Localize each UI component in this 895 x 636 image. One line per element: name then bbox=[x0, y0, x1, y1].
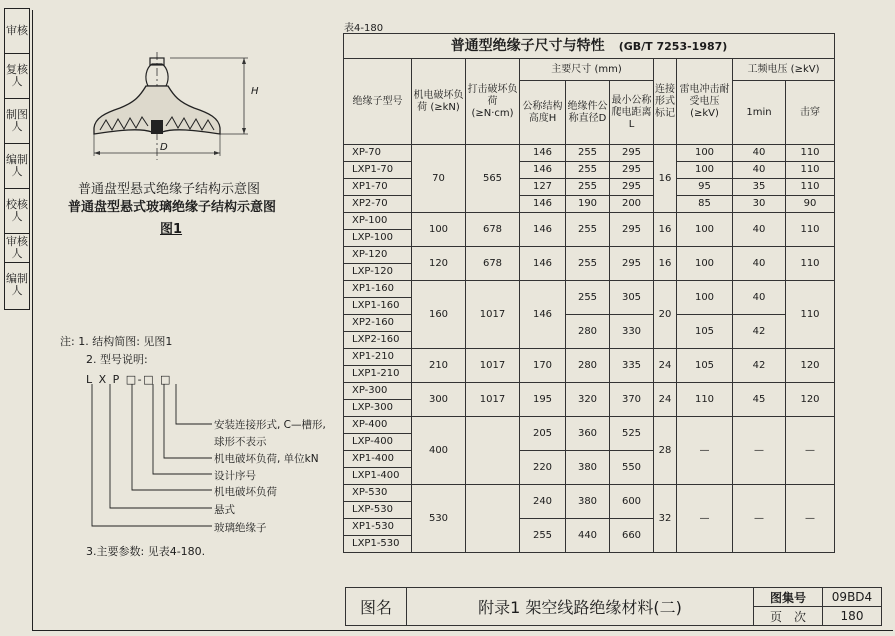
table-id: 表4-180 bbox=[344, 23, 384, 34]
cell-l: 295 bbox=[610, 145, 654, 162]
table-row bbox=[344, 417, 835, 434]
cell-h: 220 bbox=[520, 451, 566, 485]
table-row bbox=[344, 485, 835, 502]
cell-1min: 40 bbox=[733, 247, 786, 281]
strip-cell: 编制人 bbox=[5, 144, 29, 189]
cell-conn: 24 bbox=[654, 349, 677, 383]
header-creep: 最小公称爬电距离L bbox=[610, 81, 654, 145]
header-pf-break: 击穿 bbox=[786, 81, 835, 145]
header-model: 绝缘子型号 bbox=[344, 59, 412, 145]
cell-load: 210 bbox=[412, 349, 466, 383]
cell-h: 146 bbox=[520, 196, 566, 213]
cell-model: XP-70 bbox=[344, 145, 412, 162]
cell-imp: 100 bbox=[677, 247, 733, 281]
cell-d: 280 bbox=[566, 349, 610, 383]
code-label-suspension: 悬式 bbox=[214, 504, 235, 516]
cell-impact bbox=[466, 485, 520, 553]
cell-break: 110 bbox=[786, 179, 835, 196]
header-diameter: 绝缘件公称直径D bbox=[566, 81, 610, 145]
cell-model: XP-100 bbox=[344, 213, 412, 230]
cell-model: XP2-160 bbox=[344, 315, 412, 332]
cell-impact: 1017 bbox=[466, 349, 520, 383]
cell-model: XP-300 bbox=[344, 383, 412, 400]
cell-imp: 85 bbox=[677, 196, 733, 213]
cell-1min: 30 bbox=[733, 196, 786, 213]
cell-h: 146 bbox=[520, 162, 566, 179]
table-standard: (GB/T 7253-1987) bbox=[618, 39, 728, 53]
cell-d: 255 bbox=[566, 179, 610, 196]
cell-l: 600 bbox=[610, 485, 654, 519]
note-line-3: 3.主要参数: 见表4-180. bbox=[86, 545, 206, 558]
strip-cell: 制图人 bbox=[5, 99, 29, 144]
cell-model: XP1-70 bbox=[344, 179, 412, 196]
cell-d: 255 bbox=[566, 213, 610, 247]
table-row bbox=[344, 213, 835, 230]
atlas-value: 09BD4 bbox=[823, 588, 882, 607]
cell-model: LXP-300 bbox=[344, 400, 412, 417]
table-row bbox=[344, 281, 835, 298]
page-label: 页 次 bbox=[754, 607, 823, 626]
fig-name: 附录1 架空线路绝缘材料(二) bbox=[407, 588, 754, 626]
header-main-dims: 主要尺寸 (mm) bbox=[520, 59, 654, 81]
cell-l: 295 bbox=[610, 247, 654, 281]
header-pf: 工频电压 (≥kV) bbox=[733, 59, 835, 81]
note-line-2: 2. 型号说明: bbox=[86, 353, 148, 366]
cell-d: 320 bbox=[566, 383, 610, 417]
fig-name-label: 图名 bbox=[346, 588, 407, 626]
cell-load: 300 bbox=[412, 383, 466, 417]
cell-load: 530 bbox=[412, 485, 466, 553]
cell-h: 127 bbox=[520, 179, 566, 196]
cell-imp: — bbox=[677, 417, 733, 485]
cell-l: 525 bbox=[610, 417, 654, 451]
cell-1min: 45 bbox=[733, 383, 786, 417]
cell-conn: 24 bbox=[654, 383, 677, 417]
cell-l: 295 bbox=[610, 162, 654, 179]
cell-imp: 95 bbox=[677, 179, 733, 196]
cell-model: LXP-120 bbox=[344, 264, 412, 281]
code-label-conn: 安装连接形式, C—槽形, bbox=[214, 419, 326, 431]
note-line-1: 注: 1. 结构简图: 见图1 bbox=[60, 335, 173, 348]
cell-d: 280 bbox=[566, 315, 610, 349]
header-conn: 连接形式标记 bbox=[654, 59, 677, 145]
dim-h-label: H bbox=[251, 86, 259, 97]
cell-model: XP-400 bbox=[344, 417, 412, 434]
cell-conn: 16 bbox=[654, 145, 677, 213]
atlas-label: 图集号 bbox=[754, 588, 823, 607]
cell-impact: 1017 bbox=[466, 383, 520, 417]
cell-d: 360 bbox=[566, 417, 610, 451]
cell-h: 146 bbox=[520, 281, 566, 349]
cell-model: LXP-400 bbox=[344, 434, 412, 451]
cell-impact: 1017 bbox=[466, 281, 520, 349]
table-title-text: 普通型绝缘子尺寸与特性 bbox=[450, 37, 605, 54]
header-height: 公称结构高度H bbox=[520, 81, 566, 145]
cell-1min: 40 bbox=[733, 162, 786, 179]
cell-model: XP1-160 bbox=[344, 281, 412, 298]
strip-cell: 审核人 bbox=[5, 234, 29, 263]
table-row bbox=[344, 349, 835, 366]
cell-1min: 40 bbox=[733, 213, 786, 247]
cell-model: LXP-530 bbox=[344, 502, 412, 519]
cell-load: 400 bbox=[412, 417, 466, 485]
diagram-caption: 普通盘型悬式绝缘子结构示意图 bbox=[78, 182, 261, 197]
cell-imp: — bbox=[677, 485, 733, 553]
cell-d: 255 bbox=[566, 162, 610, 179]
diagram-caption-bold: 普通盘型悬式玻璃绝缘子结构示意图 bbox=[68, 200, 277, 215]
cell-l: 295 bbox=[610, 179, 654, 196]
title-block bbox=[345, 587, 882, 626]
cell-break: — bbox=[786, 485, 835, 553]
insulator-spec-table bbox=[343, 33, 835, 553]
cell-break: 110 bbox=[786, 162, 835, 179]
cell-1min: — bbox=[733, 417, 786, 485]
table-title bbox=[344, 34, 835, 59]
code-label-design: 设计序号 bbox=[214, 470, 256, 482]
cell-model: XP1-400 bbox=[344, 451, 412, 468]
cell-break: 110 bbox=[786, 145, 835, 162]
cell-d: 255 bbox=[566, 247, 610, 281]
cell-d: 190 bbox=[566, 196, 610, 213]
table-row bbox=[344, 247, 835, 264]
cell-imp: 100 bbox=[677, 213, 733, 247]
cell-imp: 105 bbox=[677, 315, 733, 349]
cell-h: 170 bbox=[520, 349, 566, 383]
cell-break: 120 bbox=[786, 349, 835, 383]
model-code: L X P □-□ □ bbox=[86, 373, 172, 386]
cell-impact: 678 bbox=[466, 247, 520, 281]
cell-l: 200 bbox=[610, 196, 654, 213]
cell-h: 205 bbox=[520, 417, 566, 451]
cell-impact: 565 bbox=[466, 145, 520, 213]
cell-conn: 32 bbox=[654, 485, 677, 553]
cell-1min: — bbox=[733, 485, 786, 553]
cell-d: 440 bbox=[566, 519, 610, 553]
cell-l: 660 bbox=[610, 519, 654, 553]
cell-load: 120 bbox=[412, 247, 466, 281]
cell-model: XP-120 bbox=[344, 247, 412, 264]
cell-1min: 40 bbox=[733, 281, 786, 315]
signoff-strip bbox=[4, 8, 30, 310]
code-label-conn-2: 球形不表示 bbox=[214, 436, 267, 448]
strip-cell: 复核人 bbox=[5, 54, 29, 99]
cell-model: XP1-530 bbox=[344, 519, 412, 536]
cell-imp: 100 bbox=[677, 162, 733, 179]
cell-l: 335 bbox=[610, 349, 654, 383]
cell-break: 90 bbox=[786, 196, 835, 213]
cell-load: 160 bbox=[412, 281, 466, 349]
cell-conn: 28 bbox=[654, 417, 677, 485]
cell-model: LXP1-400 bbox=[344, 468, 412, 485]
model-code-leaders bbox=[80, 384, 220, 534]
cell-l: 295 bbox=[610, 213, 654, 247]
cell-imp: 100 bbox=[677, 145, 733, 162]
cell-model: XP2-70 bbox=[344, 196, 412, 213]
code-label-load-unit: 机电破坏负荷, 单位kN bbox=[214, 453, 319, 465]
table-row bbox=[344, 383, 835, 400]
cell-model: LXP-100 bbox=[344, 230, 412, 247]
code-label-load: 机电破坏负荷 bbox=[214, 486, 277, 498]
cell-conn: 16 bbox=[654, 247, 677, 281]
cell-d: 380 bbox=[566, 485, 610, 519]
cell-1min: 42 bbox=[733, 349, 786, 383]
cell-break: 110 bbox=[786, 247, 835, 281]
cell-model: LXP1-210 bbox=[344, 366, 412, 383]
cell-load: 100 bbox=[412, 213, 466, 247]
cell-h: 146 bbox=[520, 247, 566, 281]
cell-h: 146 bbox=[520, 145, 566, 162]
header-impact: 打击破坏负荷 (≥N·cm) bbox=[466, 59, 520, 145]
cell-1min: 35 bbox=[733, 179, 786, 196]
cell-h: 240 bbox=[520, 485, 566, 519]
cell-h: 195 bbox=[520, 383, 566, 417]
cell-break: 120 bbox=[786, 383, 835, 417]
cell-l: 305 bbox=[610, 281, 654, 315]
cell-1min: 40 bbox=[733, 145, 786, 162]
strip-cell: 审核 bbox=[5, 9, 29, 54]
strip-cell: 校核人 bbox=[5, 189, 29, 234]
cell-l: 370 bbox=[610, 383, 654, 417]
dim-d-label: D bbox=[160, 142, 168, 153]
insulator-diagram bbox=[80, 50, 280, 180]
cell-break: — bbox=[786, 417, 835, 485]
header-pf-1min: 1min bbox=[733, 81, 786, 145]
cell-model: XP-530 bbox=[344, 485, 412, 502]
cell-imp: 110 bbox=[677, 383, 733, 417]
cell-l: 330 bbox=[610, 315, 654, 349]
cell-h: 255 bbox=[520, 519, 566, 553]
header-lightning: 雷电冲击耐受电压 (≥kV) bbox=[677, 59, 733, 145]
cell-break: 110 bbox=[786, 281, 835, 349]
cell-break: 110 bbox=[786, 213, 835, 247]
cell-impact bbox=[466, 417, 520, 485]
cell-d: 255 bbox=[566, 281, 610, 315]
table-row bbox=[344, 145, 835, 162]
cell-d: 380 bbox=[566, 451, 610, 485]
cell-load: 70 bbox=[412, 145, 466, 213]
figure-label: 图1 bbox=[160, 222, 183, 237]
cell-imp: 100 bbox=[677, 281, 733, 315]
cell-l: 550 bbox=[610, 451, 654, 485]
header-load: 机电破坏负荷 (≥kN) bbox=[412, 59, 466, 145]
page-value: 180 bbox=[823, 607, 882, 626]
cell-h: 146 bbox=[520, 213, 566, 247]
strip-cell: 编制人 bbox=[6, 272, 28, 297]
cell-imp: 105 bbox=[677, 349, 733, 383]
cell-1min: 42 bbox=[733, 315, 786, 349]
cell-model: LXP1-530 bbox=[344, 536, 412, 553]
cell-model: XP1-210 bbox=[344, 349, 412, 366]
cell-d: 255 bbox=[566, 145, 610, 162]
cell-model: LXP2-160 bbox=[344, 332, 412, 349]
cell-conn: 16 bbox=[654, 213, 677, 247]
code-label-glass: 玻璃绝缘子 bbox=[214, 522, 267, 534]
cell-model: LXP1-70 bbox=[344, 162, 412, 179]
cell-conn: 20 bbox=[654, 281, 677, 349]
cell-model: LXP1-160 bbox=[344, 298, 412, 315]
cell-impact: 678 bbox=[466, 213, 520, 247]
